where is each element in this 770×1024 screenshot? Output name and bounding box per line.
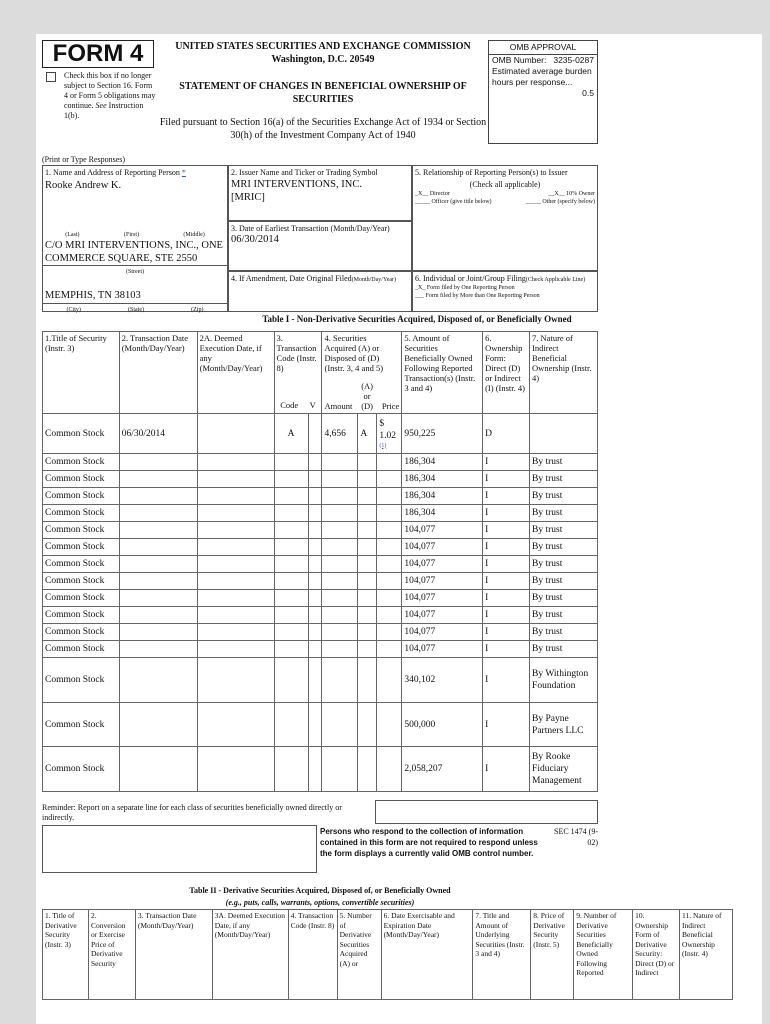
t1-cell-aord	[358, 747, 377, 792]
t1-cell-deemed	[197, 539, 274, 556]
officer-option: _____ Officer (give title below)	[415, 199, 492, 205]
t1-cell-code	[274, 703, 308, 747]
t1-cell-price	[377, 539, 402, 556]
t1-cell-deemed	[197, 556, 274, 573]
t1-cell-owned: 186,304	[402, 471, 483, 488]
t1-cell-form: I	[483, 454, 530, 471]
omb-title: OMB APPROVAL	[489, 41, 597, 55]
t1-cell-date	[119, 505, 197, 522]
director-option: _X__ Director	[415, 191, 450, 197]
t1-cell-owned: 104,077	[402, 573, 483, 590]
box5-relationship	[412, 165, 598, 271]
t1-cell-aord	[358, 471, 377, 488]
t1-cell-code	[274, 539, 308, 556]
t1-cell-code	[274, 641, 308, 658]
asterisk-link[interactable]: *	[181, 168, 186, 177]
t1-cell-form: I	[483, 703, 530, 747]
t1-sub-code: Code	[280, 400, 299, 410]
t1-cell-code	[274, 556, 308, 573]
t1-cell-title: Common Stock	[43, 590, 120, 607]
t1-cell-aord	[358, 488, 377, 505]
t1-cell-nature: By Rooke Fiduciary Management	[530, 747, 598, 792]
t1-header-amount-owned: 5. Amount of Securities Beneficially Owned Following Reported Transaction(s) (Instr. 3 and 4)	[402, 332, 483, 414]
t1-cell-price	[377, 641, 402, 658]
reminder-box	[375, 800, 598, 824]
table1	[42, 331, 598, 792]
check-applicable: (Check all applicable)	[469, 180, 541, 189]
t1-cell-code	[274, 658, 308, 703]
t1-cell-date	[119, 641, 197, 658]
t1-cell-code	[274, 471, 308, 488]
t1-cell-deemed	[197, 505, 274, 522]
t1-cell-v	[308, 505, 322, 522]
agency-location: Washington, D.C. 20549	[271, 54, 375, 65]
box2-issuer	[228, 165, 412, 221]
t1-cell-price	[377, 658, 402, 703]
t1-cell-deemed	[197, 607, 274, 624]
t1-cell-form: I	[483, 488, 530, 505]
city-label: (City)	[66, 307, 81, 313]
t1-header-ownership-form: 6. Ownership Form: Direct (D) or Indirect (I) (Instr. 4)	[483, 332, 530, 414]
t1-cell-v	[308, 471, 322, 488]
t1-cell-owned: 500,000	[402, 703, 483, 747]
t1-cell-deemed	[197, 641, 274, 658]
t1-cell-aord	[358, 590, 377, 607]
table-row	[43, 703, 598, 747]
t1-cell-price	[377, 556, 402, 573]
t1-cell-form: I	[483, 624, 530, 641]
t1-cell-aord	[358, 522, 377, 539]
t1-cell-code	[274, 573, 308, 590]
t1-cell-title: Common Stock	[43, 505, 120, 522]
t1-cell-deemed	[197, 573, 274, 590]
t1-cell-amount	[322, 471, 358, 488]
t1-cell-v	[308, 590, 322, 607]
t2-header-deemed: 3A. Deemed Execution Date, if any (Month/Day/Year)	[212, 910, 288, 1000]
ten-percent-owner-option: __X__ 10% Owner	[548, 191, 595, 197]
t1-cell-deemed	[197, 471, 274, 488]
t1-cell-nature: By trust	[530, 471, 598, 488]
omb-approval-box	[488, 40, 598, 144]
t1-sub-amount: Amount	[324, 401, 353, 411]
t1-cell-v	[308, 556, 322, 573]
checkbox-text: Check this box if no longer subject to Section 16. Form 4 or Form 5 obligations may continue. See Instruction 1(b).	[64, 71, 156, 120]
t1-cell-date	[119, 539, 197, 556]
t1-cell-title: Common Stock	[43, 703, 120, 747]
filing-option-one: _X_ Form filed by One Reporting Person	[415, 285, 515, 291]
t1-cell-nature: By trust	[530, 505, 598, 522]
t1-cell-deemed	[197, 488, 274, 505]
t1-cell-code	[274, 624, 308, 641]
city-state-zip: MEMPHIS, TN 38103	[45, 290, 141, 301]
price-currency: $	[379, 418, 385, 429]
street-label: (Street)	[43, 265, 227, 276]
t1-cell-deemed	[197, 454, 274, 471]
t1-cell-title: Common Stock	[43, 414, 120, 454]
t1-cell-price	[377, 624, 402, 641]
t1-cell-deemed	[197, 747, 274, 792]
footnote-link[interactable]: (1)	[379, 442, 387, 449]
t1-cell-nature: By trust	[530, 539, 598, 556]
t1-cell-form: I	[483, 607, 530, 624]
box6-sub: (Check Applicable Line)	[525, 277, 586, 283]
t1-header-nature: 7. Nature of Indirect Beneficial Ownership (Instr. 4)	[530, 332, 598, 414]
table-row	[43, 747, 598, 792]
table-row	[43, 471, 598, 488]
t1-cell-v	[308, 414, 322, 454]
t1-cell-owned: 186,304	[402, 505, 483, 522]
box4-sub: (Month/Day/Year)	[351, 277, 397, 283]
t2-header-owned: 9. Number of Derivative Securities Beneficially Owned Following Reported	[574, 910, 633, 1000]
table-row	[43, 641, 598, 658]
t1-cell-title: Common Stock	[43, 624, 120, 641]
print-note: (Print or Type Responses)	[42, 155, 126, 164]
burden-label: Estimated average burden hours per response...	[492, 66, 592, 87]
t1-cell-deemed	[197, 590, 274, 607]
persons-notice: Persons who respond to the collection of information contained in this form are not required to respond unless the form displays a currently valid OMB control number.	[320, 827, 538, 858]
sec-code: SEC 1474 (9-02)	[554, 827, 598, 847]
t2-header-title: 1. Title of Derivative Security (Instr. 3)	[43, 910, 89, 1000]
middle-label: (Middle)	[183, 232, 205, 238]
t1-cell-price	[377, 747, 402, 792]
t1-header-date: 2. Transaction Date (Month/Day/Year)	[119, 332, 197, 414]
ticker-symbol: [MRIC]	[231, 192, 265, 203]
t1-cell-amount	[322, 573, 358, 590]
reminder-text: Reminder: Report on a separate line for each class of securities beneficially owned directly or indirectly.	[42, 803, 342, 822]
t1-header-title: 1.Title of Security (Instr. 3)	[43, 332, 120, 414]
t1-cell-form: I	[483, 539, 530, 556]
t1-cell-amount	[322, 539, 358, 556]
t1-cell-v	[308, 539, 322, 556]
t1-cell-amount	[322, 607, 358, 624]
other-option: _____ Other (specify below)	[525, 199, 595, 205]
t1-cell-code	[274, 590, 308, 607]
t1-cell-price	[377, 488, 402, 505]
t1-cell-price	[377, 414, 402, 454]
filing-option-more: ___ Form filed by More than One Reporting Person	[415, 293, 540, 299]
t1-header-code: 3. Transaction Code (Instr. 8)	[276, 333, 317, 373]
t1-cell-aord	[358, 703, 377, 747]
t1-cell-deemed	[197, 414, 274, 454]
t1-cell-aord: A	[358, 414, 377, 454]
t1-cell-title: Common Stock	[43, 454, 120, 471]
table-row	[43, 539, 598, 556]
table2	[42, 909, 733, 1000]
t1-cell-title: Common Stock	[43, 556, 120, 573]
t1-cell-code	[274, 607, 308, 624]
t1-cell-deemed	[197, 624, 274, 641]
t1-cell-amount	[322, 590, 358, 607]
t1-cell-amount	[322, 505, 358, 522]
box5-label: 5. Relationship of Reporting Person(s) to Issuer	[415, 168, 568, 177]
t1-cell-date	[119, 556, 197, 573]
t1-cell-title: Common Stock	[43, 747, 120, 792]
box4-label: 4. If Amendment, Date Original Filed	[231, 274, 352, 283]
t1-cell-nature	[530, 414, 598, 454]
t1-header-deemed: 2A. Deemed Execution Date, if any (Month/Day/Year)	[197, 332, 274, 414]
earliest-transaction-date: 06/30/2014	[231, 234, 279, 245]
last-label: (Last)	[65, 232, 80, 238]
t1-cell-date	[119, 607, 197, 624]
t1-cell-date	[119, 573, 197, 590]
t1-cell-price	[377, 454, 402, 471]
t1-cell-owned: 950,225	[402, 414, 483, 454]
t1-cell-title: Common Stock	[43, 641, 120, 658]
agency-name: UNITED STATES SECURITIES AND EXCHANGE COMMISSION	[175, 41, 471, 52]
t1-cell-v	[308, 747, 322, 792]
table-row	[43, 454, 598, 471]
t1-cell-date	[119, 590, 197, 607]
t1-cell-aord	[358, 505, 377, 522]
t1-cell-form: I	[483, 556, 530, 573]
t1-cell-price	[377, 590, 402, 607]
t1-cell-code	[274, 747, 308, 792]
t1-cell-price	[377, 703, 402, 747]
t1-cell-nature: By Payne Partners LLC	[530, 703, 598, 747]
t1-cell-form: I	[483, 505, 530, 522]
t1-cell-owned: 104,077	[402, 522, 483, 539]
t1-cell-form: I	[483, 747, 530, 792]
t1-cell-date	[119, 488, 197, 505]
t1-cell-price	[377, 573, 402, 590]
omb-number-label: OMB Number:	[492, 55, 547, 65]
t1-cell-date	[119, 522, 197, 539]
t1-cell-v	[308, 658, 322, 703]
t1-cell-owned: 104,077	[402, 556, 483, 573]
t1-cell-v	[308, 624, 322, 641]
t1-sub-aord: (A) or (D)	[361, 381, 373, 411]
t1-cell-amount	[322, 641, 358, 658]
t1-cell-owned: 104,077	[402, 590, 483, 607]
t1-cell-code	[274, 454, 308, 471]
t2-header-code: 4. Transaction Code (Instr. 8)	[288, 910, 337, 1000]
t1-cell-v	[308, 522, 322, 539]
t1-cell-nature: By trust	[530, 556, 598, 573]
t1-cell-form: I	[483, 522, 530, 539]
t1-cell-owned: 186,304	[402, 454, 483, 471]
t1-cell-aord	[358, 658, 377, 703]
t1-cell-title: Common Stock	[43, 607, 120, 624]
burden-value: 0.5	[582, 88, 594, 98]
issuer-name: MRI INTERVENTIONS, INC.	[231, 179, 362, 190]
statement-title: STATEMENT OF CHANGES IN BENEFICIAL OWNERSHIP OF SECURITIES	[179, 81, 467, 105]
t2-header-conversion: 2. Conversion or Exercise Price of Derivative Security	[88, 910, 135, 1000]
t1-cell-nature: By trust	[530, 624, 598, 641]
t1-cell-aord	[358, 624, 377, 641]
t1-cell-owned: 104,077	[402, 641, 483, 658]
table2-title: Table II - Derivative Securities Acquired, Disposed of, or Beneficially Owned	[189, 886, 451, 895]
street-address: C/O MRI INTERVENTIONS, INC., ONE COMMERCE SQUARE, STE 2550	[45, 240, 223, 264]
table1-title: Table I - Non-Derivative Securities Acquired, Disposed of, or Beneficially Owned	[262, 314, 572, 324]
t2-header-nature: 11. Nature of Indirect Beneficial Ownership (Instr. 4)	[680, 910, 733, 1000]
t1-sub-price: Price	[381, 401, 400, 411]
t1-cell-aord	[358, 539, 377, 556]
table-row	[43, 488, 598, 505]
box2-label: 2. Issuer Name and Ticker or Trading Symbol	[231, 168, 378, 177]
t1-cell-v	[308, 454, 322, 471]
t1-cell-owned: 2,058,207	[402, 747, 483, 792]
t1-cell-aord	[358, 454, 377, 471]
t1-cell-amount	[322, 624, 358, 641]
t1-cell-form: I	[483, 658, 530, 703]
t1-cell-nature: By trust	[530, 488, 598, 505]
t1-cell-v	[308, 641, 322, 658]
t1-cell-date	[119, 454, 197, 471]
t2-header-date: 3. Transaction Date (Month/Day/Year)	[135, 910, 212, 1000]
t2-header-ownership-form: 10. Ownership Form of Derivative Security: Direct (D) or Indirect	[633, 910, 680, 1000]
t1-cell-owned: 186,304	[402, 488, 483, 505]
t2-header-price: 8. Price of Derivative Security (Instr. 5)	[531, 910, 574, 1000]
t1-cell-price	[377, 471, 402, 488]
t1-cell-deemed	[197, 658, 274, 703]
box6-label: 6. Individual or Joint/Group Filing	[415, 274, 526, 283]
t1-cell-owned: 104,077	[402, 539, 483, 556]
t1-cell-v	[308, 607, 322, 624]
t1-cell-form: I	[483, 590, 530, 607]
box4-amendment	[228, 271, 412, 312]
reporting-person-name: Rooke Andrew K.	[45, 180, 122, 191]
t1-cell-amount	[322, 703, 358, 747]
box3-earliest-date	[228, 221, 412, 271]
table-row	[43, 590, 598, 607]
t1-cell-title: Common Stock	[43, 573, 120, 590]
t1-cell-amount	[322, 488, 358, 505]
t1-cell-amount: 4,656	[322, 414, 358, 454]
t2-header-exercisable: 6. Date Exercisable and Expiration Date (Month/Day/Year)	[381, 910, 473, 1000]
zip-label: (Zip)	[191, 307, 204, 313]
t1-header-securities: 4. Securities Acquired (A) or Disposed of (D) (Instr. 3, 4 and 5)	[324, 333, 384, 373]
form-title: FORM 4	[42, 40, 154, 68]
t1-cell-date	[119, 703, 197, 747]
table-row	[43, 573, 598, 590]
t2-header-number: 5. Number of Derivative Securities Acquired (A) or	[337, 910, 381, 1000]
t1-cell-date	[119, 624, 197, 641]
t1-cell-deemed	[197, 703, 274, 747]
t1-cell-form: I	[483, 471, 530, 488]
t1-cell-nature: By Withington Foundation	[530, 658, 598, 703]
table-row	[43, 522, 598, 539]
t1-cell-owned: 104,077	[402, 624, 483, 641]
t1-cell-title: Common Stock	[43, 522, 120, 539]
box6-filing	[412, 271, 598, 312]
table-row	[43, 624, 598, 641]
table-row	[43, 505, 598, 522]
t1-cell-amount	[322, 747, 358, 792]
t1-cell-nature: By trust	[530, 522, 598, 539]
t1-cell-amount	[322, 454, 358, 471]
t1-cell-code	[274, 505, 308, 522]
table2-subtitle: (e.g., puts, calls, warrants, options, convertible securities)	[225, 898, 415, 907]
t2-header-underlying: 7. Title and Amount of Underlying Securities (Instr. 3 and 4)	[473, 910, 531, 1000]
t1-cell-nature: By trust	[530, 590, 598, 607]
t1-cell-aord	[358, 573, 377, 590]
table-row	[43, 607, 598, 624]
t1-cell-v	[308, 573, 322, 590]
no-longer-subject-checkbox[interactable]	[46, 72, 56, 82]
t1-cell-form: I	[483, 573, 530, 590]
t1-cell-form: D	[483, 414, 530, 454]
state-label: (State)	[128, 307, 144, 313]
t1-cell-aord	[358, 607, 377, 624]
t1-cell-nature: By trust	[530, 607, 598, 624]
box1-label: 1. Name and Address of Reporting Person	[45, 168, 180, 177]
t1-cell-amount	[322, 522, 358, 539]
t1-cell-date	[119, 747, 197, 792]
price-value: 1.02	[379, 430, 396, 441]
t1-cell-date	[119, 658, 197, 703]
t1-cell-form: I	[483, 641, 530, 658]
t1-cell-date	[119, 471, 197, 488]
t1-cell-owned: 340,102	[402, 658, 483, 703]
t1-cell-owned: 104,077	[402, 607, 483, 624]
t1-cell-aord	[358, 556, 377, 573]
t1-cell-title: Common Stock	[43, 539, 120, 556]
t1-cell-code: A	[274, 414, 308, 454]
t1-cell-title: Common Stock	[43, 471, 120, 488]
t1-cell-amount	[322, 658, 358, 703]
omb-number: 3235-0287	[553, 55, 594, 65]
t1-cell-nature: By trust	[530, 641, 598, 658]
t1-cell-v	[308, 703, 322, 747]
t1-cell-price	[377, 505, 402, 522]
t1-sub-v: V	[309, 400, 316, 410]
table-row	[43, 556, 598, 573]
t1-cell-nature: By trust	[530, 454, 598, 471]
t1-cell-code	[274, 522, 308, 539]
box3-label: 3. Date of Earliest Transaction (Month/Day/Year)	[231, 224, 390, 233]
table-row	[43, 414, 598, 454]
t1-cell-amount	[322, 556, 358, 573]
table-row	[43, 658, 598, 703]
t1-cell-aord	[358, 641, 377, 658]
filed-pursuant: Filed pursuant to Section 16(a) of the Securities Exchange Act of 1934 or Section 30(h) of the Investment Company Act of 1940	[159, 117, 487, 141]
t1-cell-date: 06/30/2014	[119, 414, 197, 454]
t1-cell-v	[308, 488, 322, 505]
box1-reporting-person	[42, 165, 228, 312]
t1-cell-title: Common Stock	[43, 658, 120, 703]
first-label: (First)	[123, 232, 139, 238]
t1-cell-nature: By trust	[530, 573, 598, 590]
t1-cell-code	[274, 488, 308, 505]
t1-cell-price	[377, 522, 402, 539]
notice-box	[42, 825, 317, 873]
t1-cell-title: Common Stock	[43, 488, 120, 505]
t1-cell-price	[377, 607, 402, 624]
t1-cell-deemed	[197, 522, 274, 539]
